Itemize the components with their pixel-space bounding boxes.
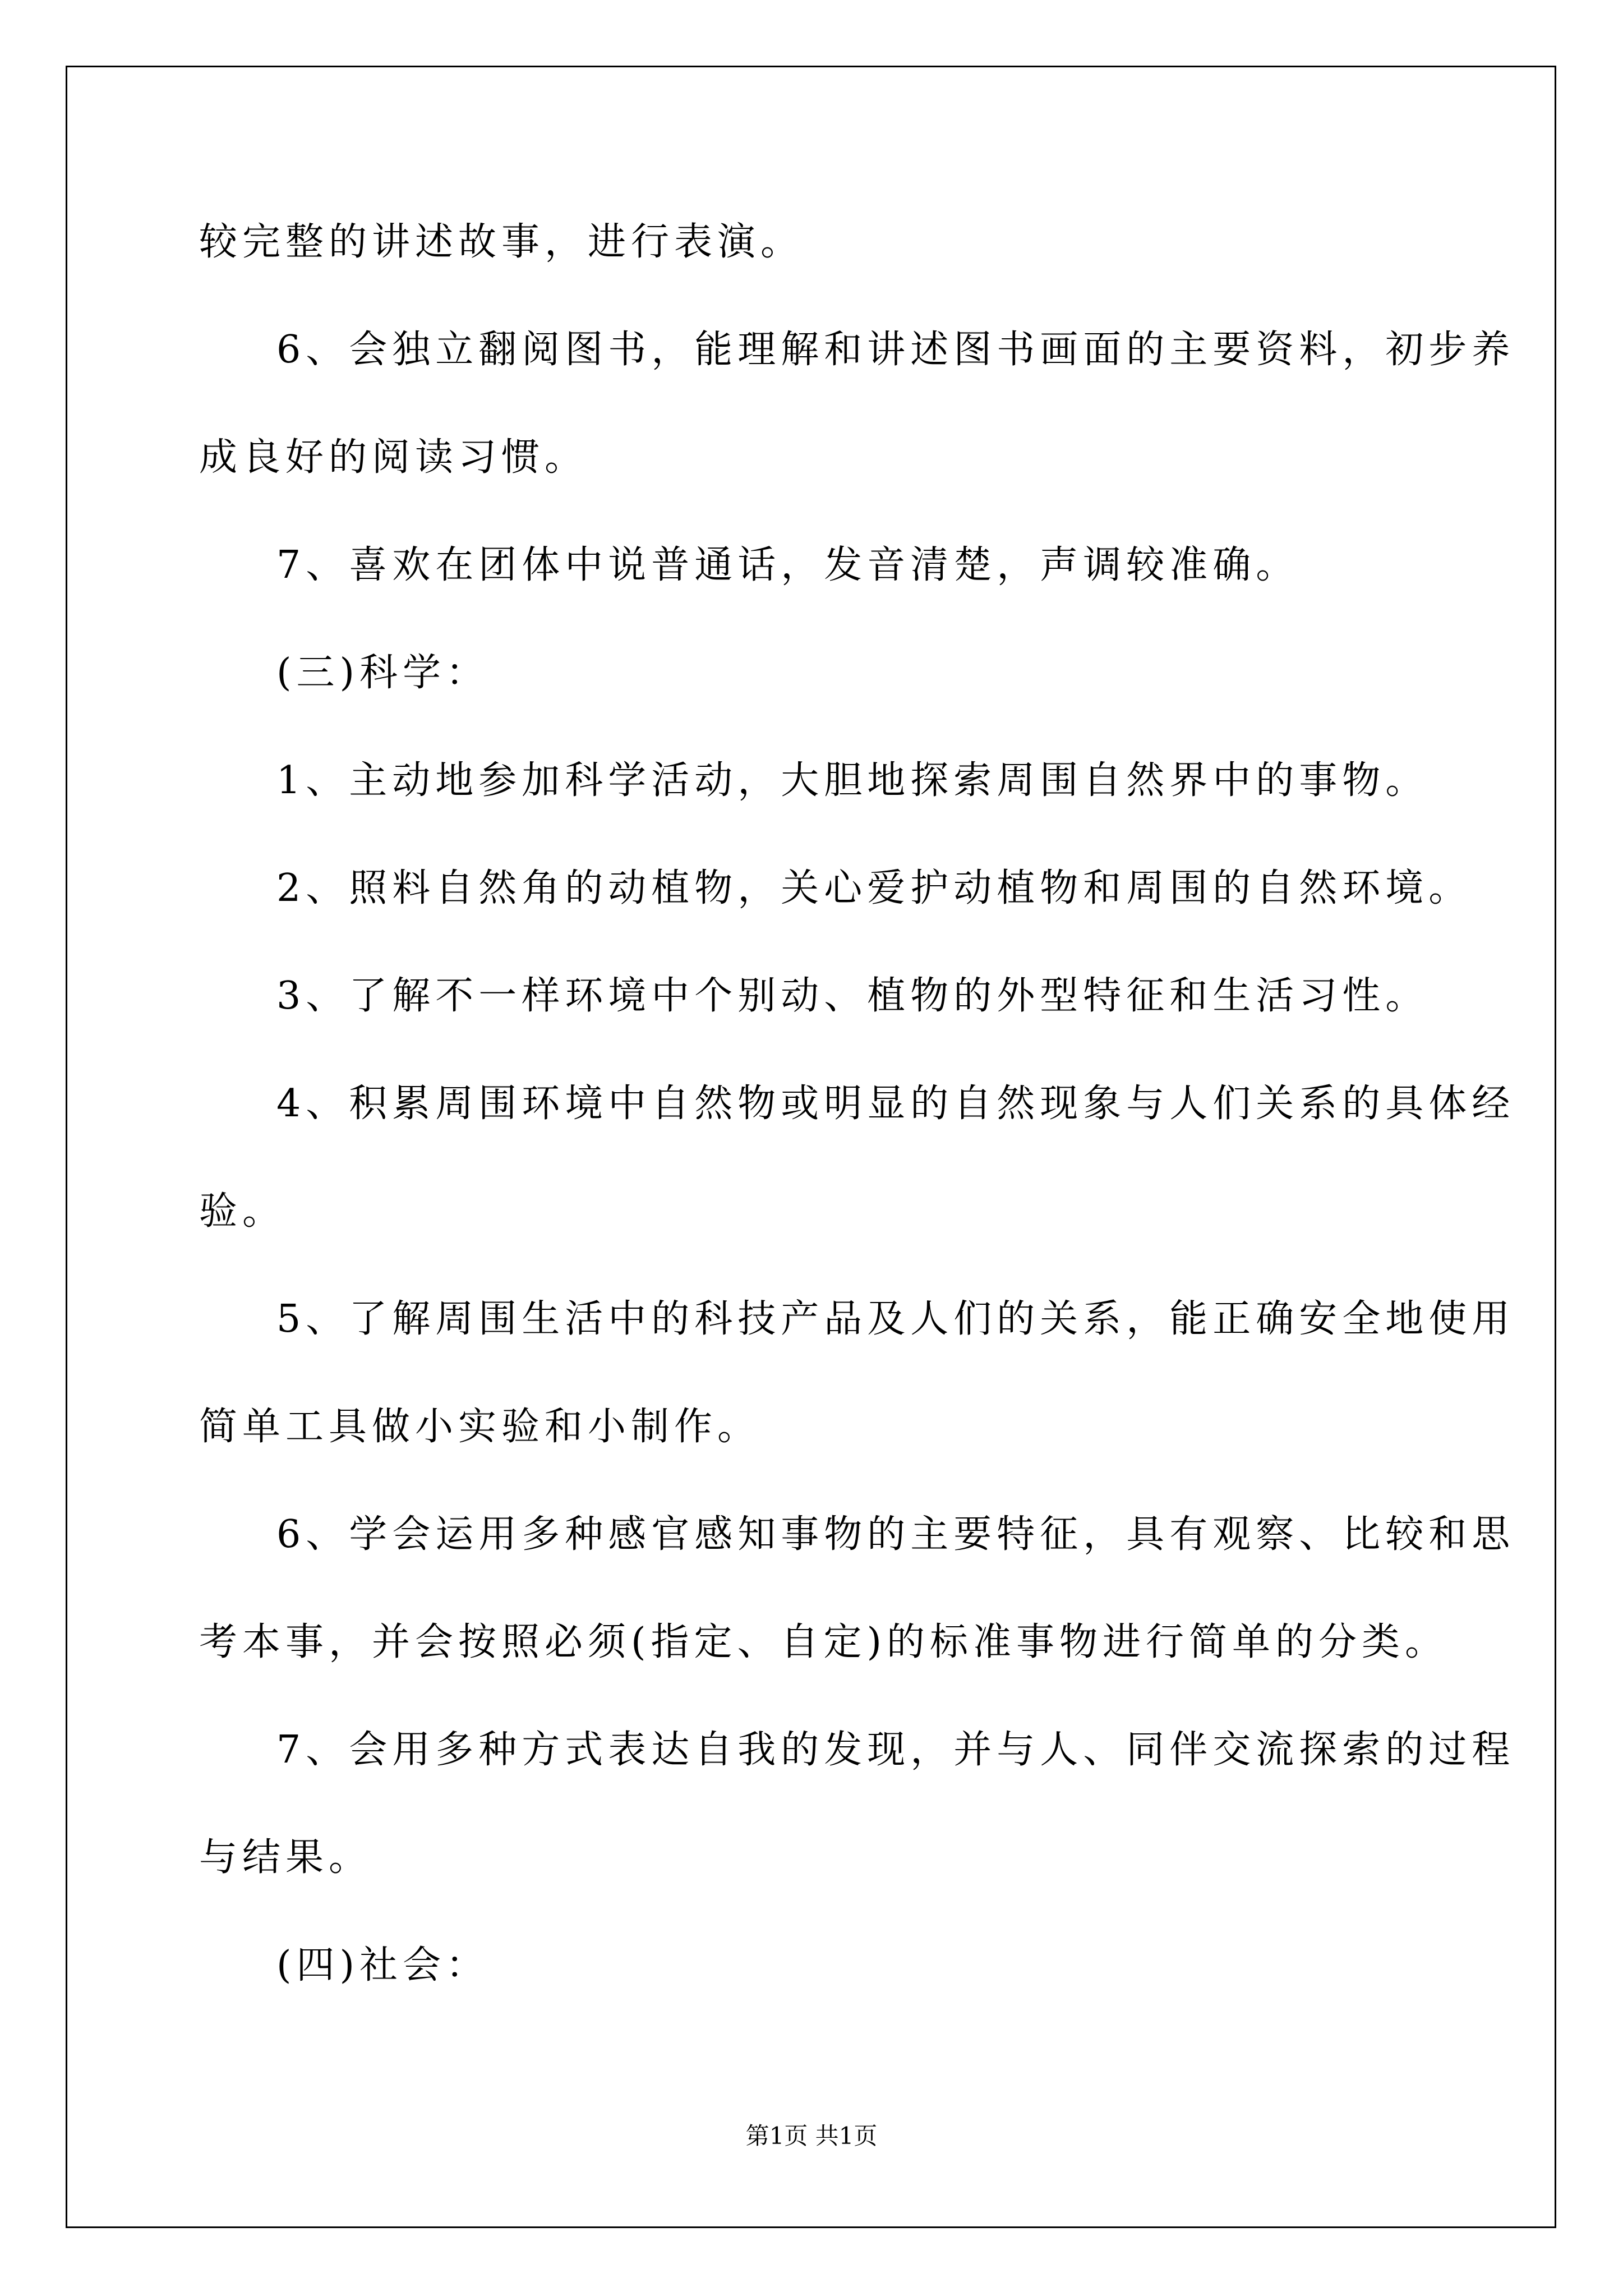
text-line: 6、会独立翻阅图书，能理解和讲述图书画面的主要资料，初步养 bbox=[276, 328, 1515, 372]
text-line: 7、会用多种方式表达自我的发现，并与人、同伴交流探索的过程 bbox=[276, 1728, 1515, 1772]
section-heading: (四)社会： bbox=[276, 1943, 490, 1987]
text-line: 3、了解不一样环境中个别动、植物的外型特征和生活习性。 bbox=[276, 974, 1429, 1018]
page-footer: 第1页 共1页 bbox=[745, 2122, 878, 2150]
text-line: 成良好的阅读习惯。 bbox=[199, 435, 588, 480]
text-line: 6、学会运用多种感官感知事物的主要特征，具有观察、比较和思 bbox=[276, 1512, 1515, 1557]
text-line: 与结果。 bbox=[199, 1835, 372, 1880]
page-border bbox=[66, 66, 1556, 2228]
text-line: 5、了解周围生活中的科技产品及人们的关系，能正确安全地使用 bbox=[276, 1297, 1515, 1341]
text-line: 4、积累周围环境中自然物或明显的自然现象与人们关系的具体经 bbox=[276, 1082, 1515, 1126]
text-line: 考本事，并会按照必须(指定、自定)的标准事物进行简单的分类。 bbox=[199, 1620, 1449, 1664]
text-line: 验。 bbox=[199, 1189, 286, 1234]
text-line: 2、照料自然角的动植物，关心爱护动植物和周围的自然环境。 bbox=[276, 866, 1472, 910]
text-line: 7、喜欢在团体中说普通话，发音清楚，声调较准确。 bbox=[276, 543, 1299, 587]
text-line: 1、主动地参加科学活动，大胆地探索周围自然界中的事物。 bbox=[276, 758, 1429, 803]
text-line: 较完整的讲述故事，进行表演。 bbox=[199, 220, 804, 264]
section-heading: (三)科学： bbox=[276, 651, 490, 695]
text-line: 简单工具做小实验和小制作。 bbox=[199, 1405, 761, 1449]
